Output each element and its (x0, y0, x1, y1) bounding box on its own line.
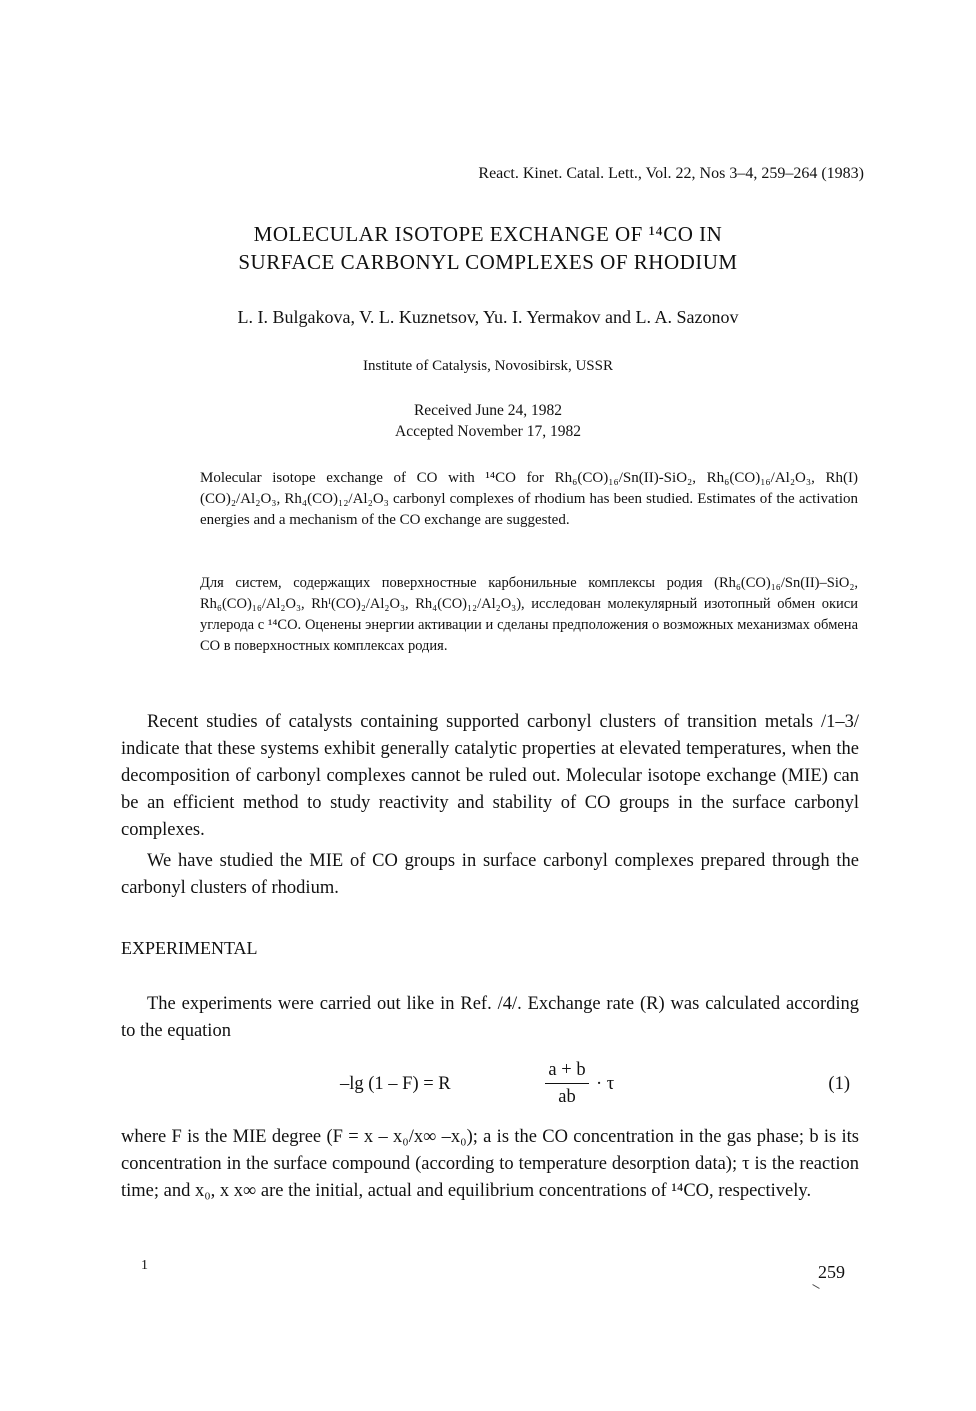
received-date: Received June 24, 1982 (413, 402, 563, 419)
equation-lhs: –lg (1 – F) = R (340, 1074, 451, 1094)
fraction-bar (545, 1083, 589, 1084)
equation-rhs: · τ (596, 1074, 615, 1094)
abstract-russian: Для систем, содержащих поверхностные карбонильные комплексы родия (Rh₆(CO)₁₆/Sn(II)–SiO₂, Rh₆(CO)₁₆/Al₂O₃, Rhᴵ(CO)₂/Al₂O₃, Rh₄(CO)₁₂/Al₂O₃), исследован молекулярный изотопный обмен окиси углерода с ¹⁴CO. Оценены энергии активации и сделаны предположения о возможных механизмах обмена CO в поверхностных комплексах родия. (200, 575, 858, 654)
fraction-numerator: a + b (548, 1060, 586, 1080)
paper-title (0, 220, 976, 276)
dates (0, 400, 976, 442)
affiliation: Institute of Catalysis, Novosibirsk, USSR (362, 358, 613, 374)
authors: L. I. Bulgakova, V. L. Kuznetsov, Yu. I. Yermakov and L. A. Sazonov (237, 307, 739, 327)
title-line-2: SURFACE CARBONYL COMPLEXES OF RHODIUM (238, 250, 738, 274)
section-heading-experimental: EXPERIMENTAL (121, 938, 258, 958)
page-number-tick-mark (812, 1284, 819, 1289)
journal-citation: React. Kinet. Catal. Lett., Vol. 22, Nos 3–4, 259–264 (1983) (478, 165, 864, 182)
equation-fraction (545, 1058, 589, 1109)
equation-number: (1) (828, 1074, 850, 1094)
intro-paragraph-2: We have studied the MIE of CO groups in surface carbonyl complexes prepared through the carbonyl clusters of rhodium. (121, 851, 859, 898)
accepted-date: Accepted November 17, 1982 (395, 423, 581, 440)
experimental-paragraph-1: The experiments were carried out like in Ref. /4/. Exchange rate (R) was calculated according to the equation (121, 994, 859, 1041)
experimental-paragraph-2: where F is the MIE degree (F = x – x₀/x∞ –x₀); a is the CO concentration in the gas phase; b is its concentration in the surface compound (according to temperature desorption data); τ is the reaction time; and x₀, x x∞ are the initial, actual and equilibrium concentrations of ¹⁴CO, respectively. (121, 1127, 859, 1201)
title-line-1: MOLECULAR ISOTOPE EXCHANGE OF ¹⁴CO IN (253, 222, 723, 246)
intro-paragraph-1: Recent studies of catalysts containing supported carbonyl clusters of transition metals /1–3/ indicate that these systems exhibit generally catalytic properties at elevated temperatures, when the decomposition of carbonyl complexes cannot be ruled out. Molecular isotope exchange (MIE) can be an efficient method to study reactivity and stability of CO groups in the surface carbonyl complexes. (121, 712, 859, 840)
fraction-denominator: ab (558, 1087, 576, 1107)
abstract-english: Molecular isotope exchange of CO with ¹⁴CO for Rh₆(CO)₁₆/Sn(II)-SiO₂, Rh₆(CO)₁₆/Al₂O₃, Rh(I)(CO)₂/Al₂O₃, Rh₄(CO)₁₂/Al₂O₃ carbonyl complexes of rhodium has been studied. Estimates of the activation energies and a mechanism of the CO exchange are suggested. (200, 470, 858, 528)
footer-mark: 1 (141, 1258, 148, 1273)
page-number: 259 (818, 1262, 845, 1282)
equation-1 (340, 1058, 860, 1114)
